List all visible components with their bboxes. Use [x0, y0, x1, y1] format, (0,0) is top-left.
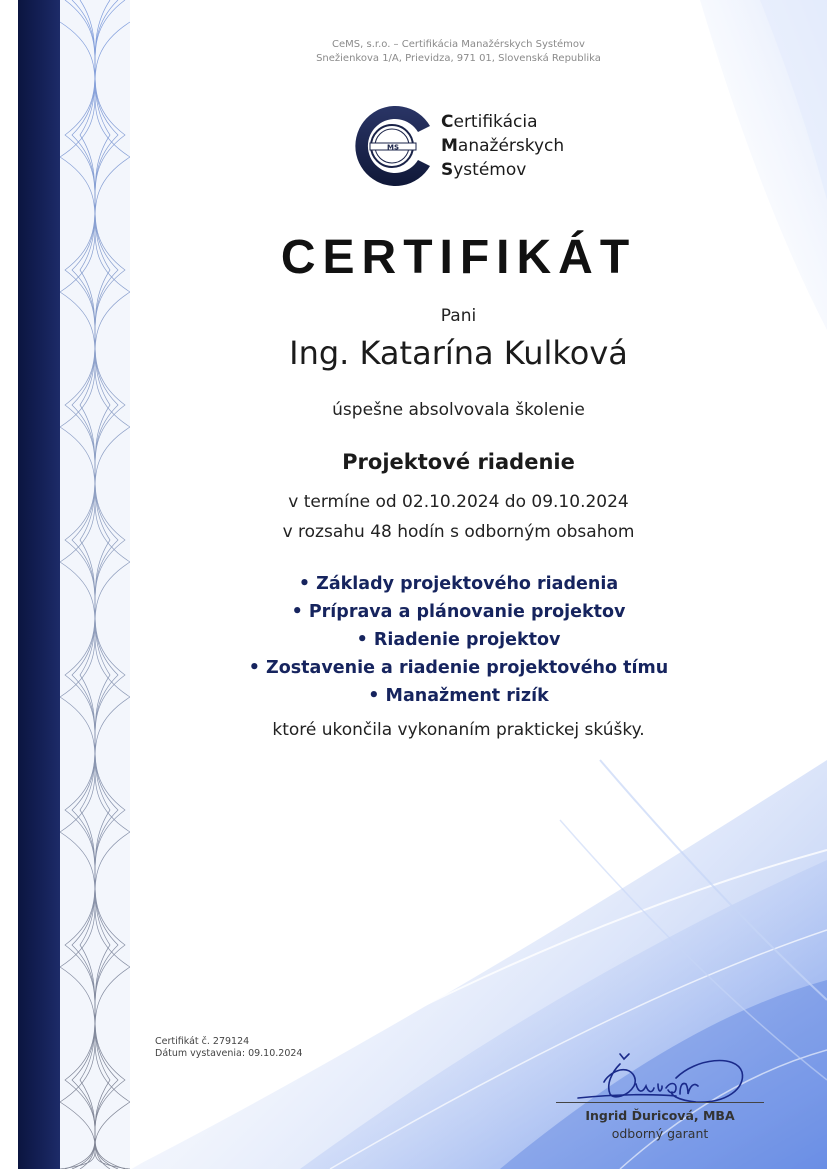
- handwritten-signature: [576, 1048, 746, 1106]
- topic-item: • Riadenie projektov: [356, 630, 561, 650]
- certificate-meta: [155, 1036, 302, 1060]
- completion-text: úspešne absolvovala školenie: [332, 400, 585, 420]
- logo-initial-s: S: [441, 160, 454, 180]
- issuer-line-1: CeMS, s.r.o. – Certifikácia Manažérskych Systémov: [332, 39, 585, 50]
- logo-mark-text: MS: [386, 143, 400, 152]
- topic-item: • Zostavenie a riadenie projektového tímu: [248, 658, 669, 678]
- certificate-title: CERTIFIKÁT: [280, 231, 637, 284]
- course-hours: v rozsahu 48 hodín s odborným obsahom: [282, 522, 635, 542]
- signature-line: [556, 1102, 764, 1103]
- cems-logo: [352, 104, 582, 188]
- course-name: Projektové riadenie: [342, 450, 575, 474]
- course-dates: v termíne od 02.10.2024 do 09.10.2024: [288, 492, 629, 512]
- certificate-number: Certifikát č. 279124: [155, 1036, 250, 1047]
- cems-logo-mark: [352, 104, 436, 188]
- topic-item: • Základy projektového riadenia: [298, 574, 619, 594]
- issuer-line-2: Snežienkova 1/A, Prievidza, 971 01, Slovenská Republika: [316, 53, 601, 64]
- closing-text: ktoré ukončila vykonaním praktickej skúšky.: [272, 720, 645, 740]
- topic-list: [90, 570, 827, 710]
- logo-initial-m: M: [441, 136, 458, 156]
- logo-initial-c: C: [441, 112, 454, 132]
- logo-wordmark: [441, 110, 564, 182]
- topic-item: • Príprava a plánovanie projektov: [291, 602, 626, 622]
- signer-name: Ingrid Ďuricová, MBA: [585, 1108, 735, 1123]
- salutation: Pani: [440, 306, 477, 326]
- logo-word-2: anažérskych: [457, 136, 565, 156]
- issue-date: Dátum vystavenia: 09.10.2024: [155, 1048, 303, 1059]
- issuer-header: [0, 38, 827, 66]
- logo-word-3: ystémov: [453, 160, 527, 180]
- signature-block: [556, 1048, 764, 1148]
- topic-item: • Manažment rizík: [368, 686, 549, 706]
- recipient-name: Ing. Katarína Kulková: [289, 334, 628, 372]
- signer-role: odborný garant: [611, 1126, 709, 1141]
- logo-word-1: ertifikácia: [453, 112, 538, 132]
- left-navy-bar: [18, 0, 60, 1169]
